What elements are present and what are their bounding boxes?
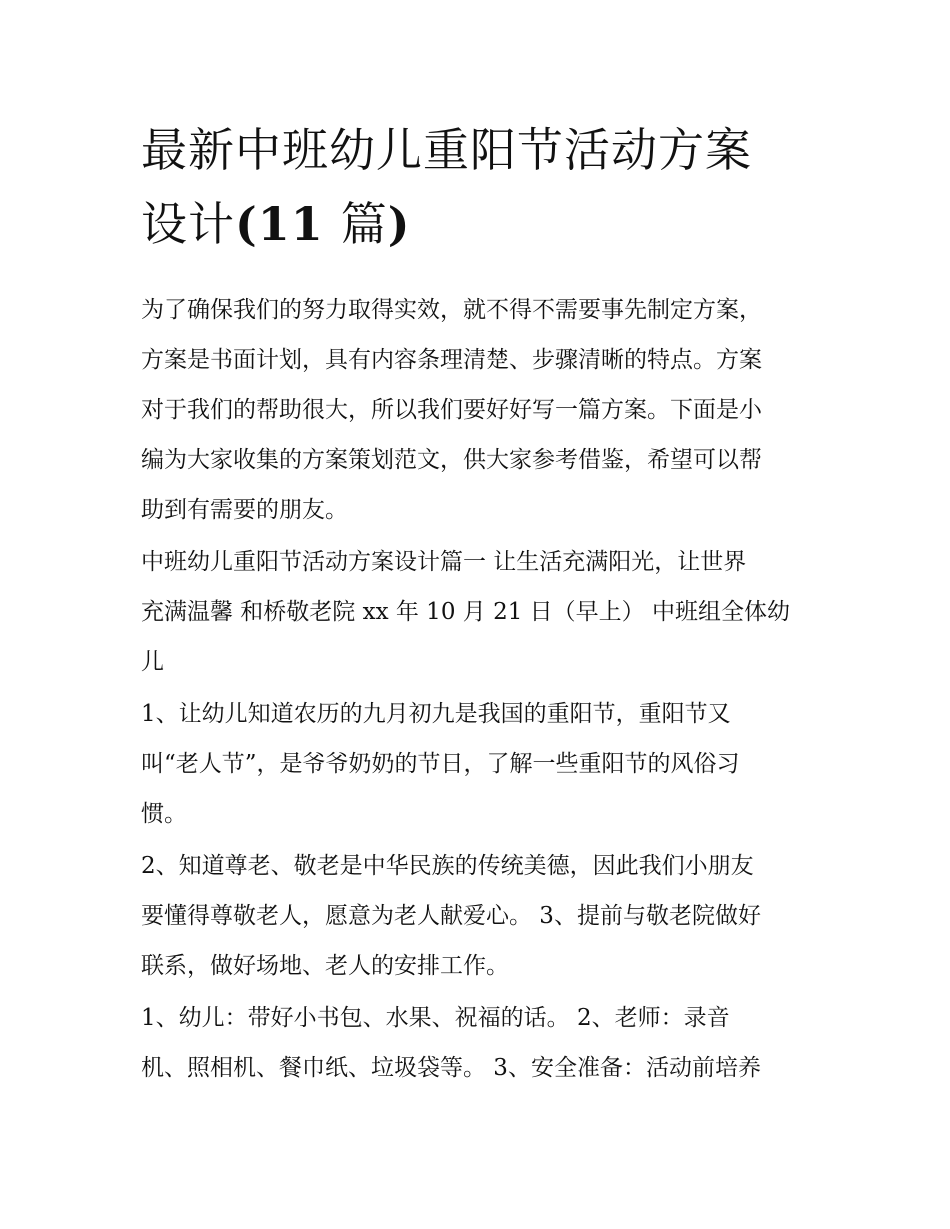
title-count: (11 xyxy=(235,197,341,251)
title-line-2-pre: 设计 xyxy=(141,197,235,251)
text-line: 要懂得尊敬老人，愿意为老人献爱心。 3、提前与敬老院做好 xyxy=(141,903,761,929)
text-line: 机、照相机、餐巾纸、垃圾袋等。 3、安全准备：活动前培养 xyxy=(141,1055,761,1081)
text-line: 1、让幼儿知道农历的九月初九是我国的重阳节，重阳节又 xyxy=(141,701,731,727)
text-line: 充满温馨 和桥敬老院 xx 年 10 月 21 日（早上） 中班组全体幼 xyxy=(141,599,790,625)
title-line-2-end: ) xyxy=(387,197,411,251)
text-line: 方案是书面计划，具有内容条理清楚、步骤清晰的特点。方案 xyxy=(141,347,762,373)
section-heading-paragraph xyxy=(141,537,820,687)
text-line: 惯。 xyxy=(141,801,187,827)
text-line: 叫“老人节”，是爷爷奶奶的节日，了解一些重阳节的风俗习 xyxy=(141,751,740,777)
text-line: 助到有需要的朋友。 xyxy=(141,497,348,523)
text-line: 儿 xyxy=(141,649,164,675)
title-line-2 xyxy=(141,187,820,261)
preparation-paragraph xyxy=(141,993,820,1093)
text-line: 1、幼儿：带好小书包、水果、祝福的话。 2、老师：录音 xyxy=(141,1005,730,1031)
document-title xyxy=(141,113,820,261)
text-line: 编为大家收集的方案策划范文，供大家参考借鉴，希望可以帮 xyxy=(141,447,762,473)
title-line-2-mid: 篇 xyxy=(340,197,388,251)
text-line: 为了确保我们的努力取得实效，就不得不需要事先制定方案， xyxy=(141,297,762,323)
text-line: 对于我们的帮助很大，所以我们要好好写一篇方案。下面是小 xyxy=(141,397,762,423)
goal-1-paragraph xyxy=(141,689,820,839)
text-line: 中班幼儿重阳节活动方案设计篇一 让生活充满阳光，让世界 xyxy=(141,549,747,575)
intro-paragraph xyxy=(141,285,820,535)
title-line-1: 最新中班幼儿重阳节活动方案 xyxy=(141,123,752,177)
text-line: 联系，做好场地、老人的安排工作。 xyxy=(141,953,509,979)
text-line: 2、知道尊老、敬老是中华民族的传统美德，因此我们小朋友 xyxy=(141,853,754,879)
goal-2-paragraph xyxy=(141,841,820,991)
